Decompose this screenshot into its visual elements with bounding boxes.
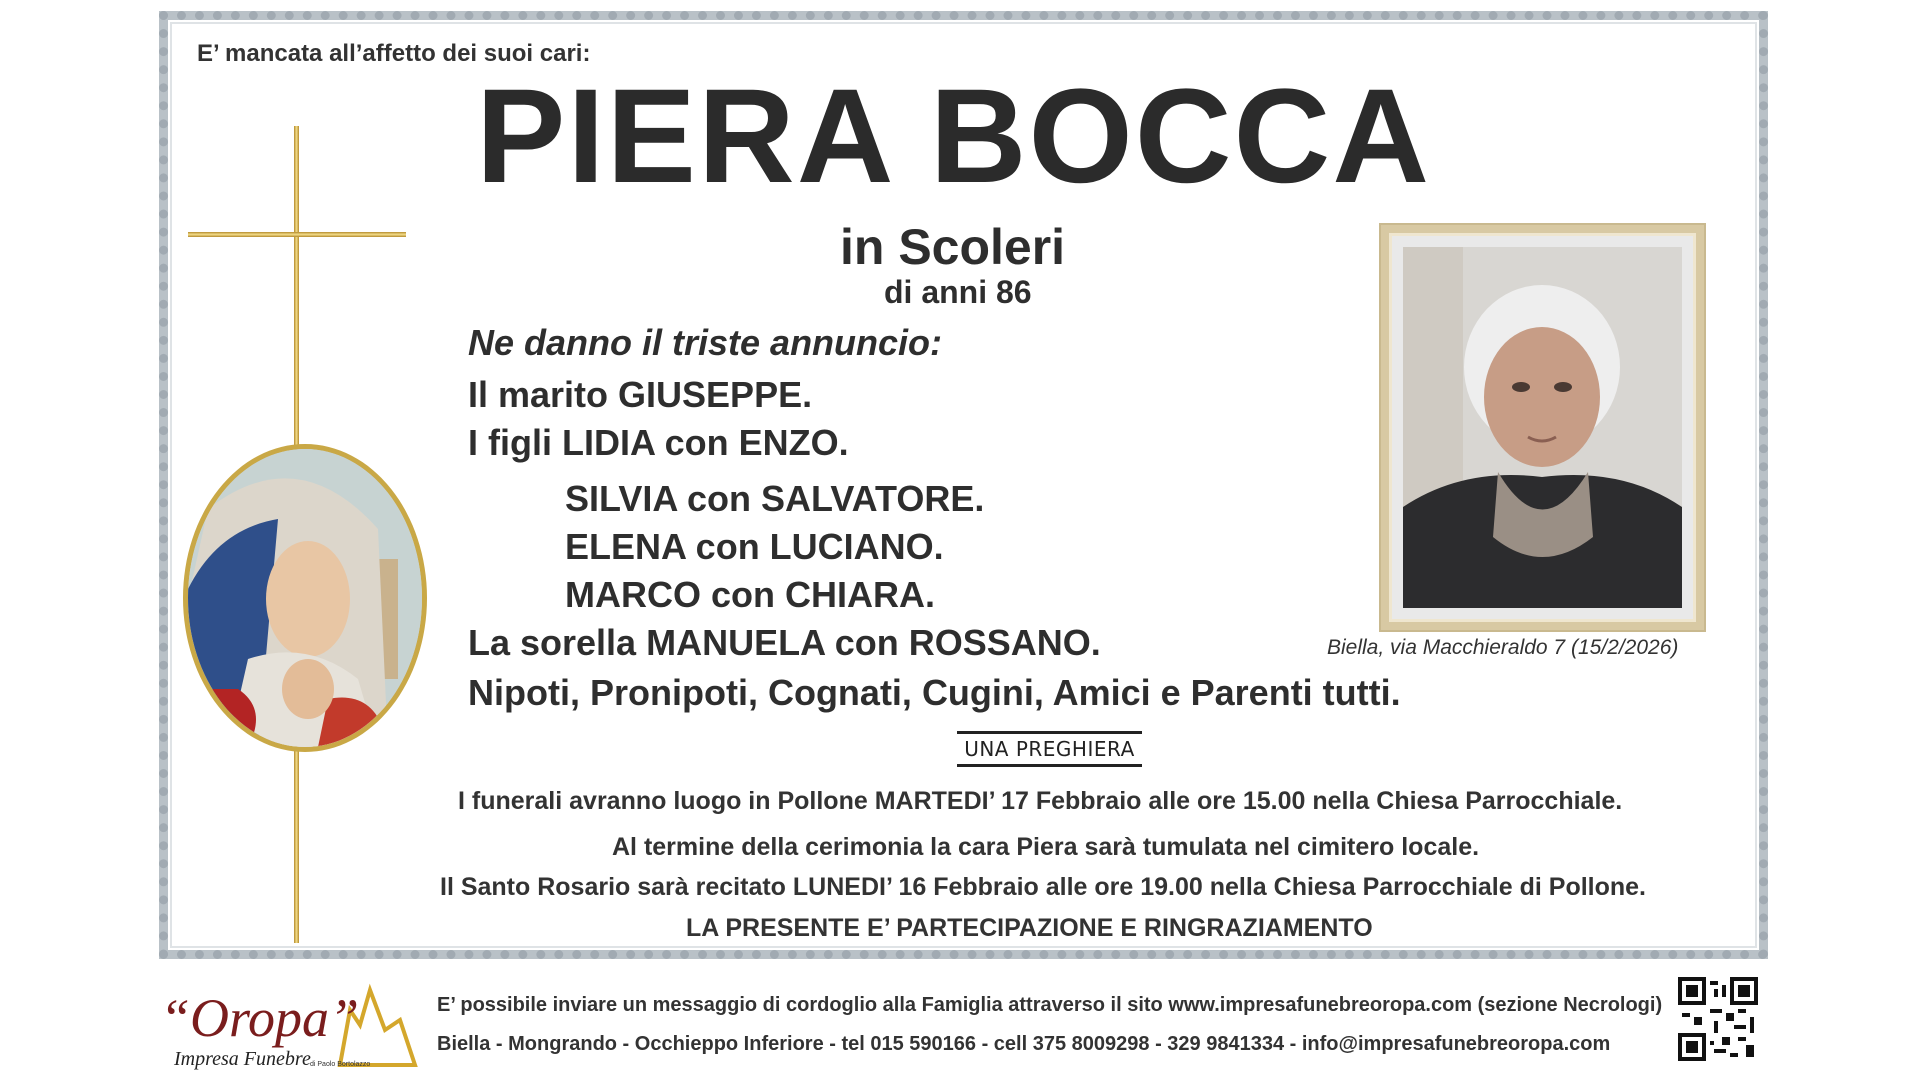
photo-caption: Biella, via Macchieraldo 7 (15/2/2026) [1327, 636, 1679, 659]
footer-contacts: Biella - Mongrando - Occhieppo Inferiore - tel 015 590166 - cell 375 8009298 - 329 9841334 - info@impresafunebreoropa.com [437, 1033, 1611, 1055]
announce-title: Ne danno il triste annuncio: [468, 322, 943, 363]
prayer-label: UNA PREGHIERA [957, 731, 1142, 767]
logo-subtitle: Impresa Funebre [174, 1048, 311, 1070]
cross-horizontal-bar [188, 232, 406, 237]
logo-text: “Oropa” [160, 988, 360, 1048]
family-line: La sorella MANUELA con ROSSANO. [468, 622, 1101, 663]
married-name: in Scoleri [840, 219, 1066, 275]
qr-code-icon [1678, 976, 1758, 1062]
family-line: MARCO con CHIARA. [565, 574, 935, 615]
logo-small-text: di Paolo Bortolazzo [310, 1061, 371, 1068]
family-line: Nipoti, Pronipoti, Cognati, Cugini, Amici e Parenti tutti. [468, 672, 1401, 713]
portrait-illustration [1403, 247, 1682, 608]
portrait-photo-frame [1381, 225, 1704, 630]
footer-message: E’ possibile inviare un messaggio di cordoglio alla Famiglia attraverso il sito www.impresafunebreoropa.com (sezione Necrologi) [437, 994, 1663, 1016]
deceased-name: PIERA BOCCA [476, 62, 1432, 211]
qr-code[interactable] [1678, 976, 1758, 1062]
madonna-image [183, 444, 427, 752]
family-line: I figli LIDIA con ENZO. [468, 422, 849, 463]
closing-line: LA PRESENTE E’ PARTECIPAZIONE E RINGRAZIAMENTO [686, 914, 1373, 942]
info-line: Al termine della cerimonia la cara Piera sarà tumulata nel cimitero locale. [612, 833, 1480, 861]
info-line: I funerali avranno luogo in Pollone MARTEDI’ 17 Febbraio alle ore 15.00 nella Chiesa Parrocchiale. [458, 787, 1623, 815]
oropa-logo [160, 970, 420, 1078]
oropa-logo-mark [160, 970, 420, 1078]
portrait-photo [1403, 247, 1682, 608]
info-line: Il Santo Rosario sarà recitato LUNEDI’ 16 Febbraio alle ore 19.00 nella Chiesa Parrocchiale di Pollone. [440, 873, 1646, 901]
family-line: SILVIA con SALVATORE. [565, 478, 985, 519]
madonna-illustration [188, 449, 422, 747]
intro-text: E’ mancata all’affetto dei suoi cari: [197, 40, 591, 67]
age-text: di anni 86 [884, 274, 1032, 310]
family-line: ELENA con LUCIANO. [565, 526, 944, 567]
family-line: Il marito GIUSEPPE. [468, 374, 813, 415]
